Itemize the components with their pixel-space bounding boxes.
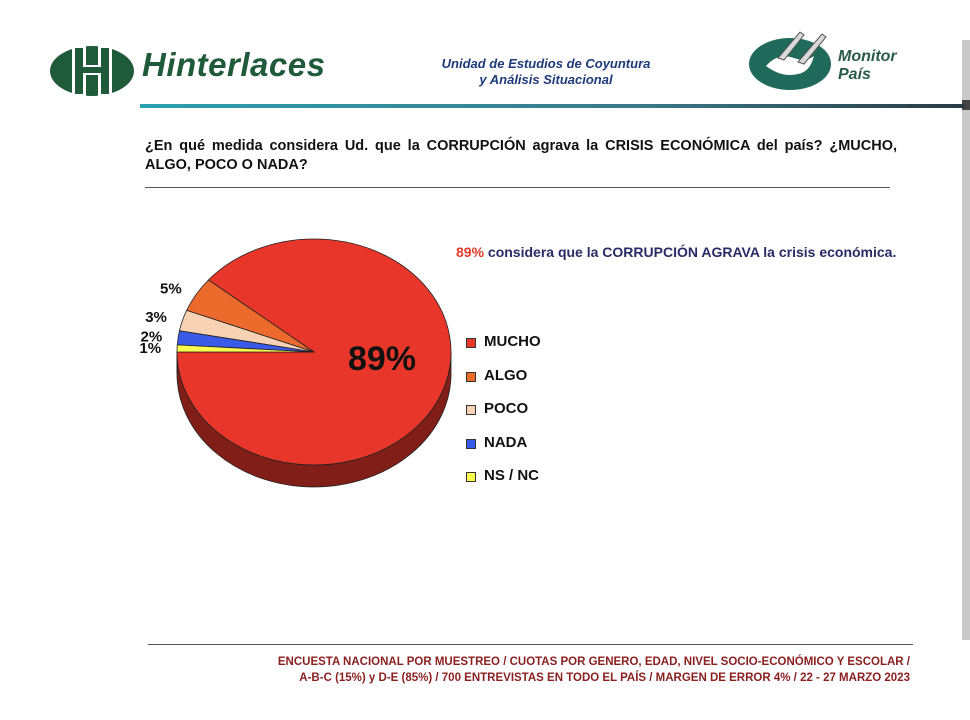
survey-methodology [150,654,910,686]
chart-note [456,243,906,262]
legend-label: MUCHO [484,333,541,350]
legend-label: NADA [484,433,528,451]
footer-divider [148,644,913,645]
survey-question: ¿En qué medida considera Ud. que la CORRUPCIÓN agrava la CRISIS ECONÓMICA del país? ¿MUCHO, ALGO, POCO O NADA? [145,138,897,173]
legend-swatch [466,372,476,382]
legend-label: ALGO [484,366,528,384]
legend-swatch [466,338,476,348]
legend-swatch [466,405,476,415]
monitor-text-line1: Monitor [838,48,897,65]
note-percentage: 89% [456,244,485,260]
legend-swatch [466,472,476,482]
data-label-ns-nc: 1% [139,340,162,358]
data-label-mucho: 89% [347,340,417,378]
legend-label: NS / NC [484,467,540,484]
unit-title-line2: y Análisis Situacional [479,72,613,87]
unit-title-line1: Unidad de Estudios de Coyuntura [441,56,651,71]
legend-swatch [466,439,476,449]
brand-name: Hinterlaces [142,46,326,83]
monitor-text-line2: País [838,66,871,83]
note-text: considera que la CORRUPCIÓN AGRAVA la crisis económica. [484,244,897,260]
data-label-nada: 2% [140,328,163,346]
legend-label: POCO [484,400,529,417]
footer-line1: ENCUESTA NACIONAL POR MUESTREO / CUOTAS POR GENERO, EDAD, NIVEL SOCIO-ECONÓMICO Y ESCOLAR / [277,656,910,668]
data-label-algo: 5% [160,280,182,298]
data-label-poco: 3% [145,309,167,327]
footer-line2: A-B-C (15%) y D-E (85%) / 700 ENTREVISTAS EN TODO EL PAÍS / MARGEN DE ERROR 4% / 22 - 27 MARZO 2023 [299,672,910,684]
